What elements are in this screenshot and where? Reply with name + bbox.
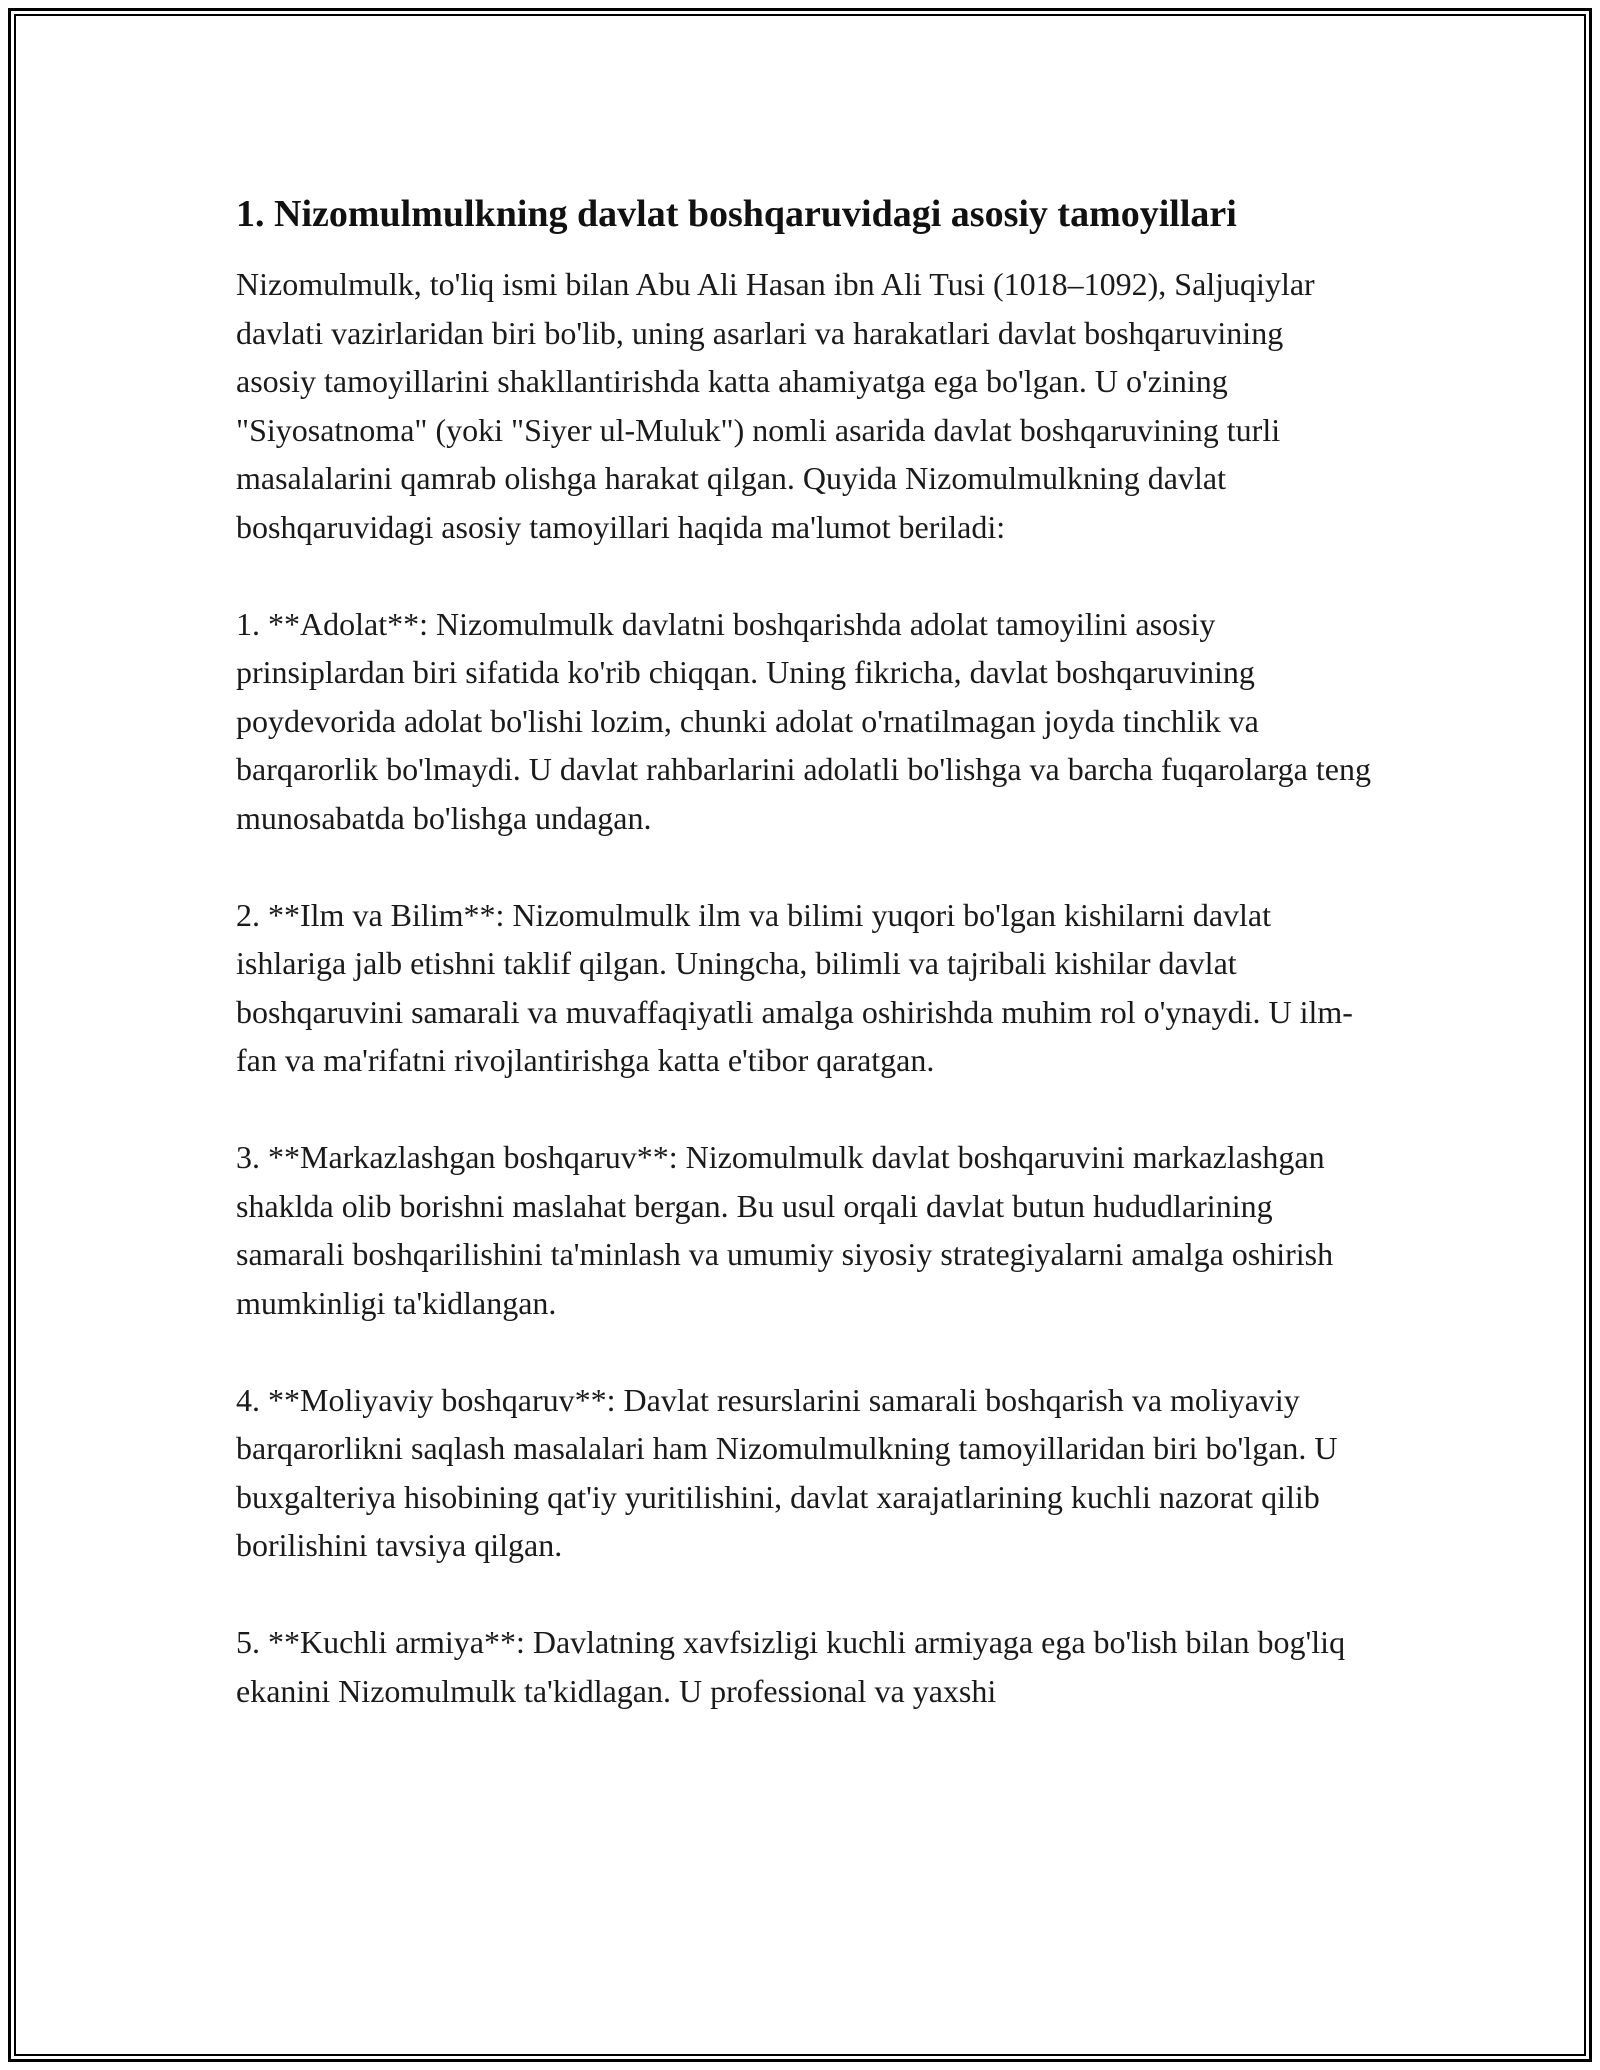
point-markazlashgan-boshqaruv: 3. **Markazlashgan boshqaruv**: Nizomulmulk davlat boshqaruvini markazlashgan shaklda olib borishni maslahat bergan. Bu usul orqali davlat butun hududlarining samarali boshqarilishini ta'minlash va umumiy siyosiy strategiyalarni amalga oshirish mumkinligi ta'kidlangan. (236, 1139, 1334, 1321)
section-heading: 1. Nizomulmulkning davlat boshqaruvidagi asosiy tamoyillari (236, 193, 1237, 235)
intro-paragraph: Nizomulmulk, to'liq ismi bilan Abu Ali Hasan ibn Ali Tusi (1018–1092), Saljuqiylar davlati vazirlaridan biri bo'lib, uning asarlari va harakatlari davlat boshqaruvining asosiy tamoyillarini shakllantirishda katta ahamiyatga ega bo'lgan. U o'zining "Siyosatnoma" (yoki "Siyer ul-Muluk") nomli asarida davlat boshqaruvining turli masalalarini qamrab olishga harakat qilgan. Quyida Nizomulmulkning davlat boshqaruvidagi asosiy tamoyillari haqida ma'lumot beriladi: (236, 266, 1315, 545)
document-body (236, 190, 1371, 1764)
point-adolat: 1. **Adolat**: Nizomulmulk davlatni boshqarishda adolat tamoyilini asosiy prinsiplardan biri sifatida ko'rib chiqqan. Uning fikricha, davlat boshqaruvining poydevorida adolat bo'lishi lozim, chunki adolat o'rnatilmagan joyda tinchlik va barqarorlik bo'lmaydi. U davlat rahbarlarini adolatli bo'lishga va barcha fuqarolarga teng munosabatda bo'lishga undagan. (236, 605, 1371, 836)
point-moliyaviy-boshqaruv: 4. **Moliyaviy boshqaruv**: Davlat resurslarini samarali boshqarish va moliyaviy barqarorlikni saqlash masalalari ham Nizomulmulkning tamoyillaridan biri bo'lgan. U buxgalteriya hisobining qat'iy yuritilishini, davlat xarajatlarining kuchli nazorat qilib borilishini tavsiya qilgan. (236, 1381, 1338, 1563)
point-kuchli-armiya: 5. **Kuchli armiya**: Davlatning xavfsizligi kuchli armiyaga ega bo'lish bilan bog'liq ekanini Nizomulmulk ta'kidlagan. U professional va yaxshi (236, 1624, 1346, 1709)
point-ilm-va-bilim: 2. **Ilm va Bilim**: Nizomulmulk ilm va bilimi yuqori bo'lgan kishilarni davlat ishlariga jalb etishni taklif qilgan. Uningcha, bilimli va tajribali kishilar davlat boshqaruvini samarali va muvaffaqiyatli amalga oshirishda muhim rol o'ynaydi. U ilm-fan va ma'rifatni rivojlantirishga katta e'tibor qaratgan. (236, 896, 1353, 1078)
